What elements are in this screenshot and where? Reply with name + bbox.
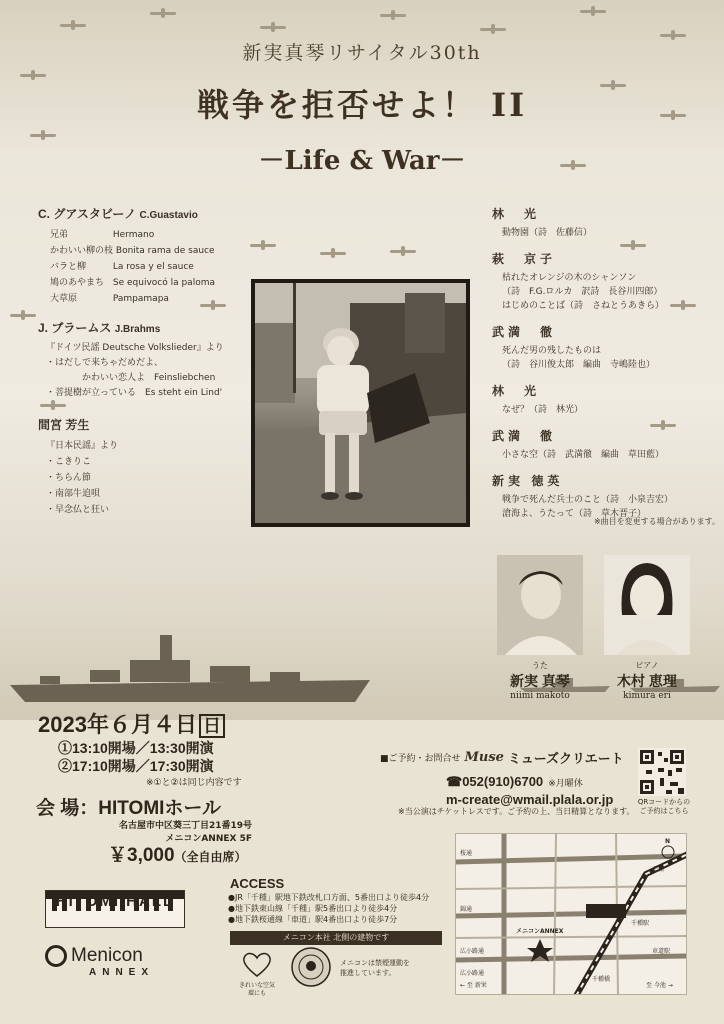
singer-portrait [497,555,583,655]
ticketless-note: ※当公演はチケットレスです。ご予約の上、当日精算となります。 [398,807,635,816]
song-item: 滄海よ、うたって（詩 草木晋子） [502,509,647,519]
song-item: ・こきりこ [46,457,92,467]
hitomi-hall-logo [45,890,185,928]
song-item: 枯れたオレンジの木のシャンソン [502,273,637,283]
menicon-annex-logo [45,945,195,978]
song-list [502,344,717,372]
plane-silhouette [390,246,416,256]
qr-caption: QRコードからの ご予約はこちら [637,798,691,815]
menicon-text: Menicon [71,945,143,966]
song-item: ・はだしで来ちゃだめだよ、 [46,358,164,368]
contact-phone[interactable]: ☎052(910)6700 [446,774,544,789]
organizer-name: ミューズクリエート [507,751,624,766]
annex-text: ANNEX [89,967,155,978]
plane-silhouette [320,248,346,258]
qr-code-icon[interactable] [638,748,686,796]
song-item: （詩 F.G.ロルカ 訳詩 長谷川四郎） [502,287,663,297]
hall-logo-text: HITOMI HALL [55,893,175,910]
song-item: 戦争で死んだ兵士のこと（詩 小泉吉宏） [502,495,674,505]
ticket-price: ￥3,000（全自由席） [108,845,247,866]
singer-role: うた [532,661,548,670]
plane-silhouette [580,6,606,16]
composer-name: 間宮 芳生 [38,418,90,432]
song-list [38,227,248,307]
song-item: ・ちらん節 [46,473,92,483]
song-item: かわいい恋人よ Feinsliebchen [82,373,216,383]
song-list [38,438,248,518]
north-arrow-icon: N [665,838,671,845]
singer-credit [497,660,583,701]
program-right [492,205,717,521]
plane-silhouette [250,240,276,250]
menicon-mark-icon [45,945,67,967]
muse-logo-script: Muse [464,750,504,765]
composer-name: 新実 徳英 [492,474,564,488]
venue-address: 名古屋市中区葵三丁目21番19号 メニコンANNEX 5F [118,821,252,844]
access-title: ACCESS [230,876,285,891]
plane-silhouette [150,8,176,18]
recital-english-title: －Life & War－ [258,146,466,176]
closed-day-note: ※月曜休 [548,779,583,789]
contact-email[interactable]: m-create@wmail.plala.or.jp [446,792,614,807]
show-time-1: ①13:10開場／13:30開演 [58,740,214,756]
song-item: なぜ？（詩 林光） [502,405,584,415]
access-list [228,892,450,925]
photo-scene [255,283,466,523]
access-map[interactable]: 桜通 錦通 広小路通 メニコンANNEX 千種駅 千種 車道駅 千種橋 広小路通 ← 至 新栄 至 今池 → N [455,833,687,995]
heart-icon [240,950,274,978]
pianist-name-en: kimura eri [623,691,671,701]
pianist-role: ピアノ [635,661,659,670]
event-date: 2023年６月４日 日 [38,708,225,739]
map-menicon-annex: メニコンANNEX [516,928,564,935]
access-bar: メニコン本社 北側の建物です [230,931,442,945]
plane-silhouette [480,24,506,34]
singer-name-en: niimi makoto [510,691,570,701]
recital-subtitle: 新実真琴リサイタル30th [242,42,482,64]
composer-name: 武満 徹 [492,429,557,443]
song-item: 大草原 Pampamapa [50,294,169,304]
heart-caption: きれいな空気 環にも [238,982,275,997]
venue-name: 会 場：HITOMIホール [36,798,222,819]
contact-block [380,748,630,807]
song-item: 『ドイツ民謡 Deutsche Volkslieder』より [46,343,224,353]
song-item: はじめのことば（詩 さねとうあきら） [502,301,665,311]
song-item: 『日本民謡』より [46,441,119,451]
show-time-2: ②17:10開場／17:30開演 [58,758,214,774]
plane-silhouette [10,310,36,320]
song-item: 動物園（詩 佐藤信） [502,228,593,238]
pianist-name: 木村 恵理 [617,673,677,689]
plane-silhouette [260,22,286,32]
program-left-block-3 [38,416,248,518]
song-item: 鳩のあやまち Se equivocó la paloma [50,278,215,288]
plane-silhouette [60,20,86,30]
program-left-block-1 [38,205,248,307]
weekday-badge: 日 [199,714,225,738]
song-item: （詩 谷川俊太郎 編曲 寺嶋陸也） [502,360,656,370]
pianist-credit [604,660,690,701]
pianist-portrait [604,555,690,655]
song-item: 小さな空（詩 武満徹 編曲 草田藍） [502,450,665,460]
song-item: ・早念仏と狂い [46,505,110,515]
plane-silhouette [380,10,406,20]
song-item: ・菩提樹が立っている Es steht ein Lind' [46,388,223,398]
battleship-silhouette [10,630,370,705]
access-item: ●JR「千種」駅地下鉄改札口方面、5番出口より徒歩4分 [228,893,430,902]
program-left-block-2 [38,319,248,401]
no-smoking-seal-icon [290,946,332,988]
same-content-note: ※①と②は同じ内容です [146,778,242,788]
recital-title: 戦争を拒否せよ！ II [196,86,528,124]
contact-label: ■ご予約・お問合せ [380,754,461,764]
access-item: ●地下鉄桜通線「車道」駅4番出口より徒歩7分 [228,915,398,924]
access-item: ●地下鉄東山線「千種」駅5番出口より徒歩4分 [228,904,398,913]
composer-name: 萩 京子 [492,252,557,266]
composer-name: C. グアスタビーノ C.Guastavio [38,207,198,221]
composer-name: J. ブラームス J.Brahms [38,321,161,335]
composer-name: 林 光 [492,384,541,398]
singer-name: 新実 真琴 [510,673,570,689]
song-item: ・南部牛追唄 [46,489,101,499]
song-item: バラと柳 La rosa y el sauce [50,262,194,272]
composer-name: 武満 徹 [492,325,557,339]
photo-image [255,283,466,523]
song-list [38,341,248,401]
no-smoking-note: メニコンは禁煙運動を 推進しています。 [340,959,410,977]
plane-silhouette [20,70,46,80]
song-item: かわいい柳の枝 Bonita rama de sauce [50,246,215,256]
song-item: 兄弟 Hermano [50,230,155,240]
child-photo [251,279,470,527]
composer-name: 林 光 [492,207,541,221]
song-item: 死んだ男の残したものは [502,346,602,356]
song-list [502,271,717,313]
plane-silhouette [30,130,56,140]
program-change-note: ※曲目を変更する場合があります。 [593,517,720,526]
plane-silhouette [40,400,66,410]
